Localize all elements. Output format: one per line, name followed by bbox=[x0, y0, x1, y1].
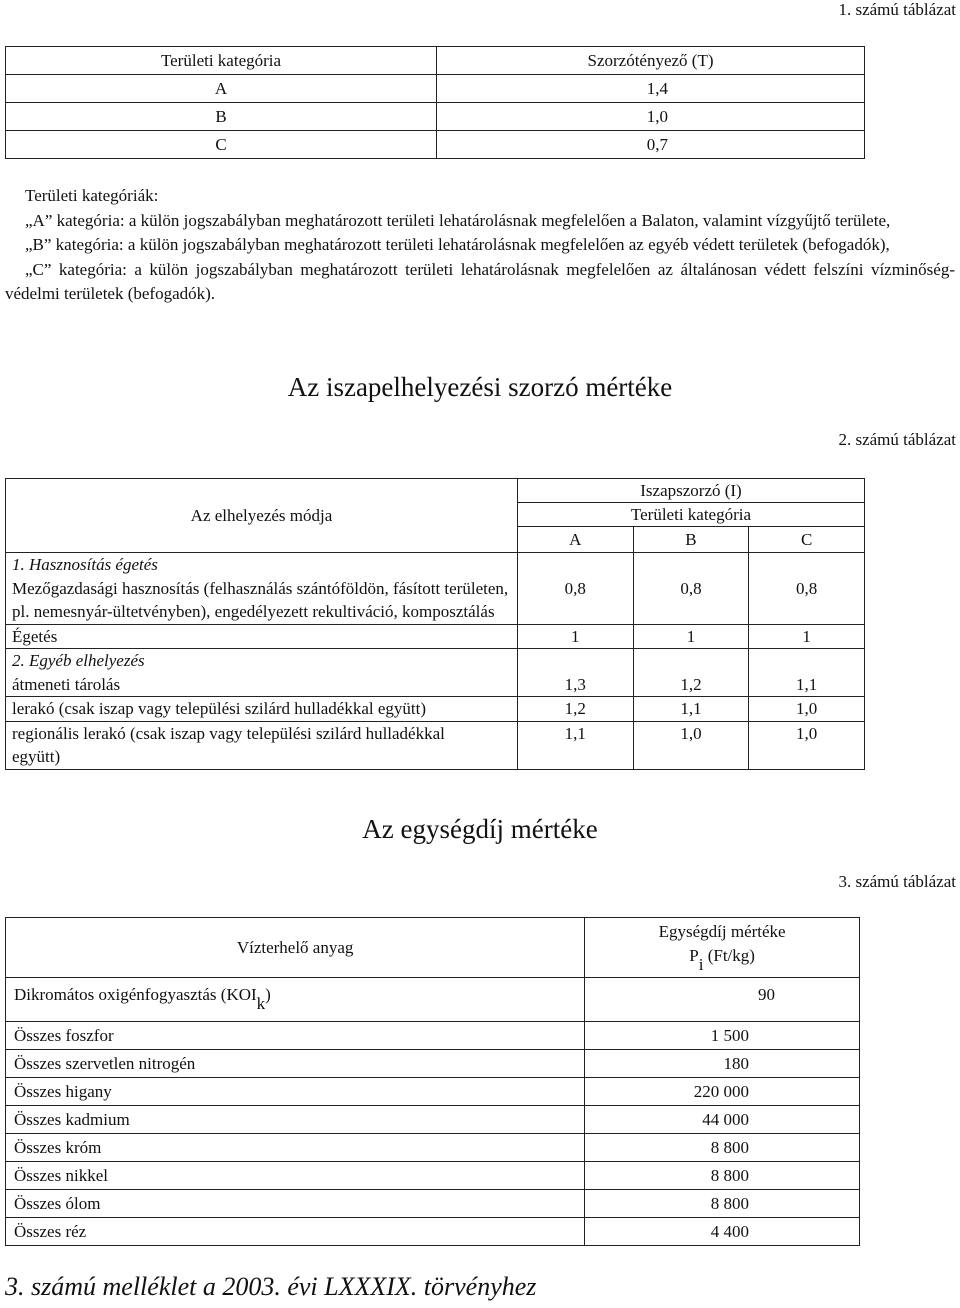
value-cell: 1 500 bbox=[585, 1022, 860, 1050]
category-a-text: „A” kategória: a külön jogszabályban meghatározott területi lehatárolásnak megfelelően a Balaton, valamint vízgyűjtő területe, bbox=[25, 210, 891, 230]
value-cell: 1,1 bbox=[749, 649, 865, 697]
table-row bbox=[6, 75, 865, 103]
value-cell: 1,3 bbox=[517, 649, 633, 697]
header-pollutant: Vízterhelő anyag bbox=[6, 918, 585, 978]
value-cell: 1,1 bbox=[633, 697, 749, 722]
header-cat-b: B bbox=[633, 527, 749, 553]
value-cell: 180 bbox=[585, 1050, 860, 1078]
cod-label: Dikromátos oxigénfogyasztás (KOI bbox=[14, 985, 257, 1004]
header-multiplier: Szorzótényező (T) bbox=[437, 47, 865, 75]
table-row bbox=[6, 978, 860, 1022]
value-cell: 1 bbox=[633, 624, 749, 649]
temporary-storage-label: átmeneti tárolás bbox=[12, 674, 121, 694]
table2-caption: 2. számú táblázat bbox=[838, 430, 956, 449]
incineration-label: Égetés bbox=[6, 624, 518, 649]
table-row bbox=[6, 1022, 860, 1050]
value-cell: 8 800 bbox=[585, 1190, 860, 1218]
header-cat-a: A bbox=[517, 527, 633, 553]
rate-symbol: P bbox=[689, 946, 699, 965]
categories-title: Területi kategóriák: bbox=[25, 186, 159, 205]
value-cell: 1 bbox=[517, 624, 633, 649]
sludge-multiplier-title: Az iszapelhelyezési szorzó mértéke bbox=[287, 372, 673, 402]
table-header-row bbox=[6, 918, 860, 978]
cod-subscript: k bbox=[256, 994, 266, 1013]
table-row bbox=[6, 1218, 860, 1246]
value-cell: 0,8 bbox=[633, 553, 749, 625]
table-header-row bbox=[6, 479, 865, 503]
cod-close: ) bbox=[265, 985, 271, 1004]
unit-rate-table bbox=[5, 917, 860, 1246]
pollutant-cell: Összes króm bbox=[6, 1134, 585, 1162]
table-row bbox=[6, 1134, 860, 1162]
multiplier-cell: 1,4 bbox=[437, 75, 865, 103]
value-cell: 0,8 bbox=[749, 553, 865, 625]
header-sludge-factor: Iszapszorzó (I) bbox=[517, 479, 864, 503]
area-category-table bbox=[5, 46, 865, 159]
table-row bbox=[6, 649, 865, 697]
header-cat-c: C bbox=[749, 527, 865, 553]
category-cell: B bbox=[6, 103, 437, 131]
rate-subscript: i bbox=[698, 955, 704, 974]
value-cell: 8 800 bbox=[585, 1162, 860, 1190]
table-row bbox=[6, 553, 865, 625]
table-row bbox=[6, 1050, 860, 1078]
value-cell: 90 bbox=[585, 978, 860, 1022]
section-utilization-heading: 1. Hasznosítás égetés bbox=[12, 555, 158, 574]
multiplier-cell: 1,0 bbox=[437, 103, 865, 131]
pollutant-cell: Összes higany bbox=[6, 1078, 585, 1106]
value-cell: 1 bbox=[749, 624, 865, 649]
multiplier-cell: 0,7 bbox=[437, 131, 865, 159]
value-cell: 44 000 bbox=[585, 1106, 860, 1134]
pollutant-cell: Összes nikkel bbox=[6, 1162, 585, 1190]
pollutant-cell: Összes kadmium bbox=[6, 1106, 585, 1134]
table-row bbox=[6, 1190, 860, 1218]
category-c-text: „C” kategória: a külön jogszabályban meghatározott területi lehatárolásnak megfelelően az általánosan védett felszíni vízminőség-védelmi területek (befogadók). bbox=[5, 259, 955, 303]
table1-caption: 1. számú táblázat bbox=[838, 0, 956, 19]
value-cell: 1,2 bbox=[517, 697, 633, 722]
landfill-label: lerakó (csak iszap vagy települési szilárd hulladékkal együtt) bbox=[6, 697, 518, 722]
unit-rate-title: Az egységdíj mértéke bbox=[362, 814, 598, 844]
table-row bbox=[6, 131, 865, 159]
header-area-category: Területi kategória bbox=[517, 503, 864, 527]
utilization-cell bbox=[6, 553, 518, 625]
header-unit-rate bbox=[585, 918, 860, 978]
section-other-heading: 2. Egyéb elhelyezés bbox=[12, 651, 145, 670]
agricultural-use-label: Mezőgazdasági hasznosítás (felhasználás szántóföldön, fásított területen, pl. nemesnyár-ültetvényben), engedélyezett rekultiváció, komposztálás bbox=[12, 578, 509, 621]
annex-footer: 3. számú melléklet a 2003. évi LXXXIX. törvényhez bbox=[5, 1272, 537, 1301]
category-cell: C bbox=[6, 131, 437, 159]
category-b-text: „B” kategória: a külön jogszabályban meghatározott területi lehatárolásnak megfelelően az egyéb védett területek (befogadók), bbox=[25, 235, 890, 254]
category-definitions bbox=[5, 184, 955, 307]
value-cell: 8 800 bbox=[585, 1134, 860, 1162]
table-row bbox=[6, 624, 865, 649]
header-method: Az elhelyezés módja bbox=[6, 479, 518, 553]
table-row bbox=[6, 1078, 860, 1106]
table-row bbox=[6, 697, 865, 722]
value-cell: 0,8 bbox=[517, 553, 633, 625]
table-header-row bbox=[6, 47, 865, 75]
unit-rate-label: Egységdíj mértéke bbox=[658, 922, 786, 941]
pollutant-cell: Összes réz bbox=[6, 1218, 585, 1246]
sludge-multiplier-table bbox=[5, 478, 865, 770]
regional-landfill-label: regionális lerakó (csak iszap vagy települési szilárd hulladékkal együtt) bbox=[12, 723, 445, 766]
table3-caption: 3. számú táblázat bbox=[838, 872, 956, 891]
value-cell: 1,2 bbox=[633, 649, 749, 697]
header-area-category: Területi kategória bbox=[6, 47, 437, 75]
value-cell: 1,0 bbox=[749, 721, 865, 769]
table-row bbox=[6, 1162, 860, 1190]
rate-unit: (Ft/kg) bbox=[707, 946, 755, 965]
value-cell: 1,0 bbox=[633, 721, 749, 769]
regional-landfill-cell bbox=[6, 721, 518, 769]
cod-cell bbox=[6, 978, 585, 1022]
category-cell: A bbox=[6, 75, 437, 103]
temporary-storage-cell bbox=[6, 649, 518, 697]
pollutant-cell: Összes ólom bbox=[6, 1190, 585, 1218]
value-cell: 1,0 bbox=[749, 697, 865, 722]
table-row bbox=[6, 1106, 860, 1134]
pollutant-cell: Összes szervetlen nitrogén bbox=[6, 1050, 585, 1078]
pollutant-cell: Összes foszfor bbox=[6, 1022, 585, 1050]
unit-rate-symbol bbox=[585, 944, 859, 977]
table-row bbox=[6, 721, 865, 769]
table-row bbox=[6, 103, 865, 131]
value-cell: 4 400 bbox=[585, 1218, 860, 1246]
value-cell: 1,1 bbox=[517, 721, 633, 769]
value-cell: 220 000 bbox=[585, 1078, 860, 1106]
